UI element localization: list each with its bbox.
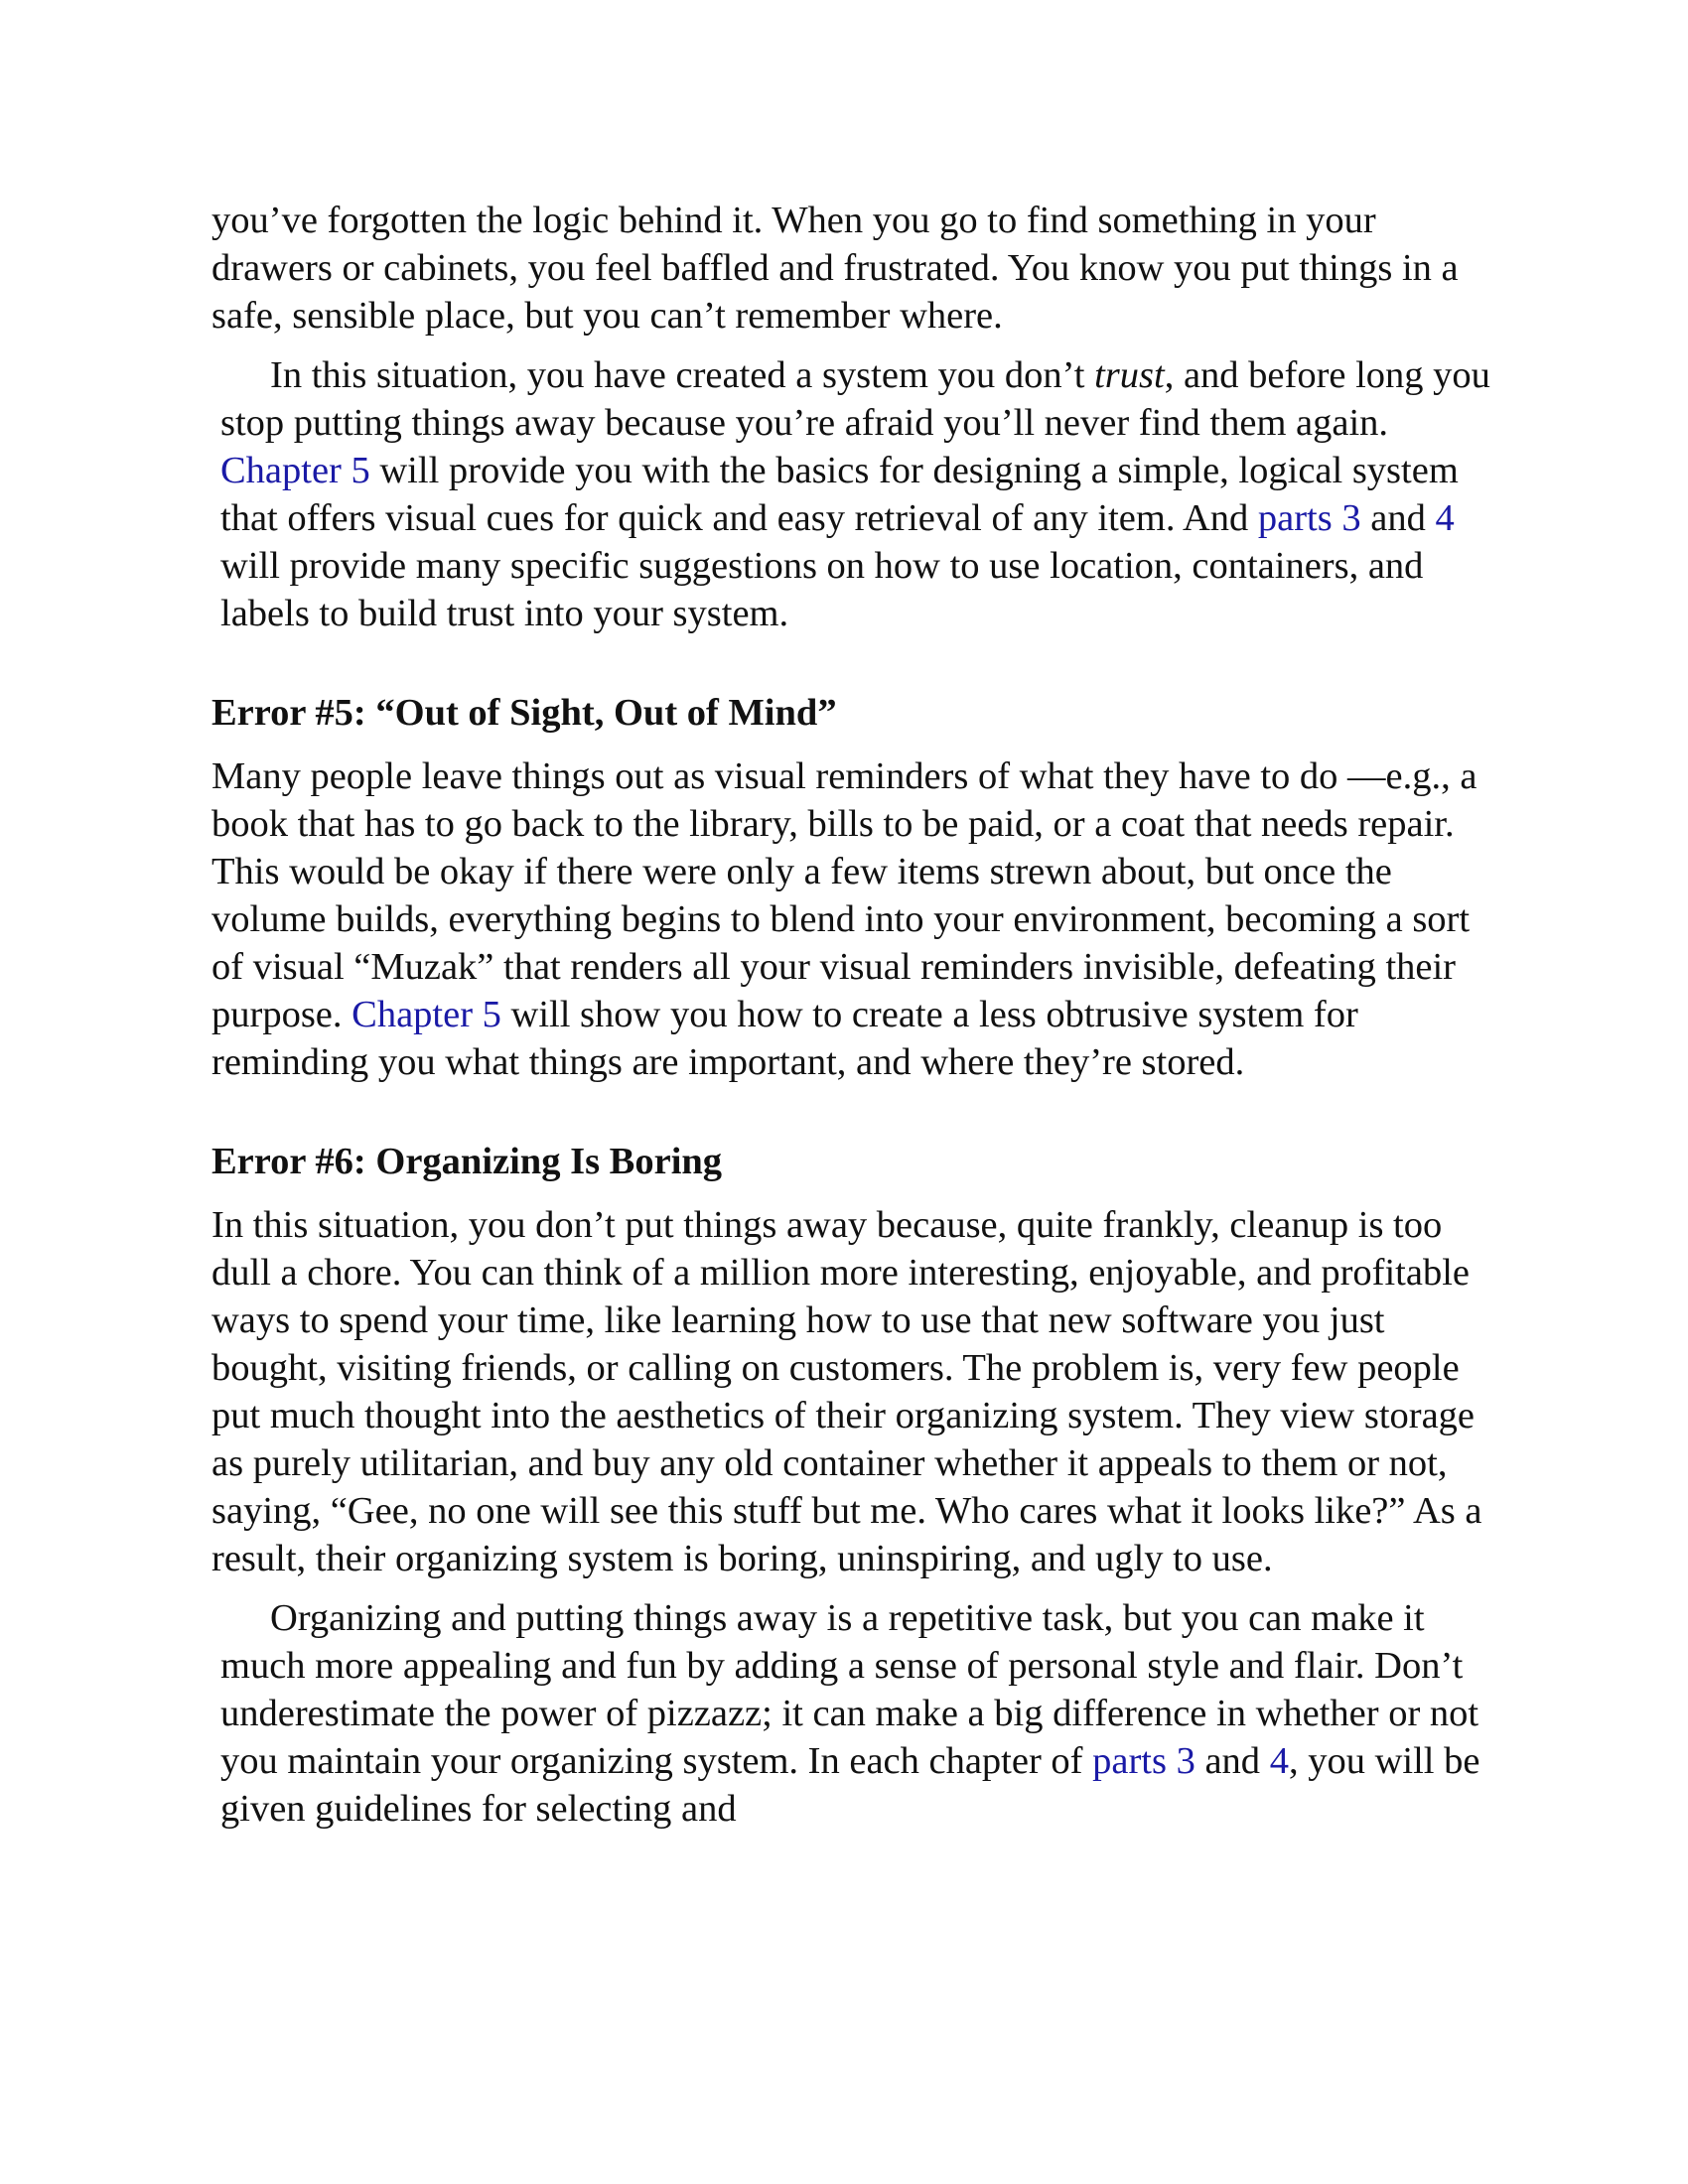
paragraph-2-text-e: will provide many specific suggestions on how to use location, containers, and labels to build trust into your system. <box>220 545 1424 634</box>
chapter-5-link-2[interactable]: Chapter 5 <box>352 994 501 1035</box>
paragraph-2 <box>211 351 1492 637</box>
heading-error-6: Error #6: Organizing Is Boring <box>211 1141 723 1182</box>
paragraph-1-text: you’ve forgotten the logic behind it. When you go to find something in your drawers or cabinets, you feel baffled and frustrated. You know you put things in a safe, sensible place, but you can’t remember where. <box>211 200 1459 337</box>
paragraph-5-text-c: , you will be given guidelines for selecting and <box>220 1740 1480 1830</box>
paragraph-2-text-c: will provide you with the basics for designing a simple, logical system that offers visual cues for quick and easy retrieval of any item. And <box>220 450 1459 539</box>
paragraph-2-text-d: and <box>1360 497 1436 539</box>
paragraph-5-text-b: and <box>1195 1740 1270 1782</box>
paragraph-1 <box>211 197 1492 340</box>
parts-3-link-2[interactable]: parts 3 <box>1092 1740 1196 1782</box>
paragraph-2-text-b: , and before long you stop putting things away because you’re afraid you’ll never find them again. <box>220 354 1490 444</box>
document-page <box>211 197 1492 1833</box>
parts-3-link[interactable]: parts 3 <box>1257 497 1361 539</box>
paragraph-2-text-a: In this situation, you have created a system you don’t <box>270 354 1095 396</box>
paragraph-4 <box>211 1201 1492 1582</box>
heading-error-5: Error #5: “Out of Sight, Out of Mind” <box>211 692 837 734</box>
paragraph-3-text-a: Many people leave things out as visual reminders of what they have to do —e.g., a book that has to go back to the library, bills to be paid, or a coat that needs repair. This would be okay if there were only a few items strewn about, but once the volume builds, everything begins to blend into your environment, becoming a sort of visual “Muzak” that renders all your visual reminders invisible, defeating their purpose. <box>211 755 1477 1035</box>
paragraph-5-text-a: Organizing and putting things away is a repetitive task, but you can make it much more appealing and fun by adding a sense of personal style and flair. Don’t underestimate the power of pizzazz; it can make a big difference in whether or not you maintain your organizing system. In each chapter of <box>220 1597 1479 1782</box>
part-4-link-2[interactable]: 4 <box>1269 1740 1289 1782</box>
emphasis-trust: trust <box>1094 354 1165 396</box>
paragraph-5 <box>211 1594 1492 1833</box>
part-4-link[interactable]: 4 <box>1435 497 1455 539</box>
paragraph-3-text-b: will show you how to create a less obtrusive system for reminding you what things are important, and where they’re stored. <box>211 994 1358 1083</box>
chapter-5-link[interactable]: Chapter 5 <box>220 450 370 491</box>
paragraph-4-text: In this situation, you don’t put things away because, quite frankly, cleanup is too dull a chore. You can think of a million more interesting, enjoyable, and profitable ways to spend your time, like learning how to use that new software you just bought, visiting friends, or calling on customers. The problem is, very few people put much thought into the aesthetics of their organizing system. They view storage as purely utilitarian, and buy any old container whether it appeals to them or not, saying, “Gee, no one will see this stuff but me. Who cares what it looks like?” As a result, their organizing system is boring, uninspiring, and ugly to use. <box>211 1204 1482 1579</box>
paragraph-3 <box>211 752 1492 1086</box>
